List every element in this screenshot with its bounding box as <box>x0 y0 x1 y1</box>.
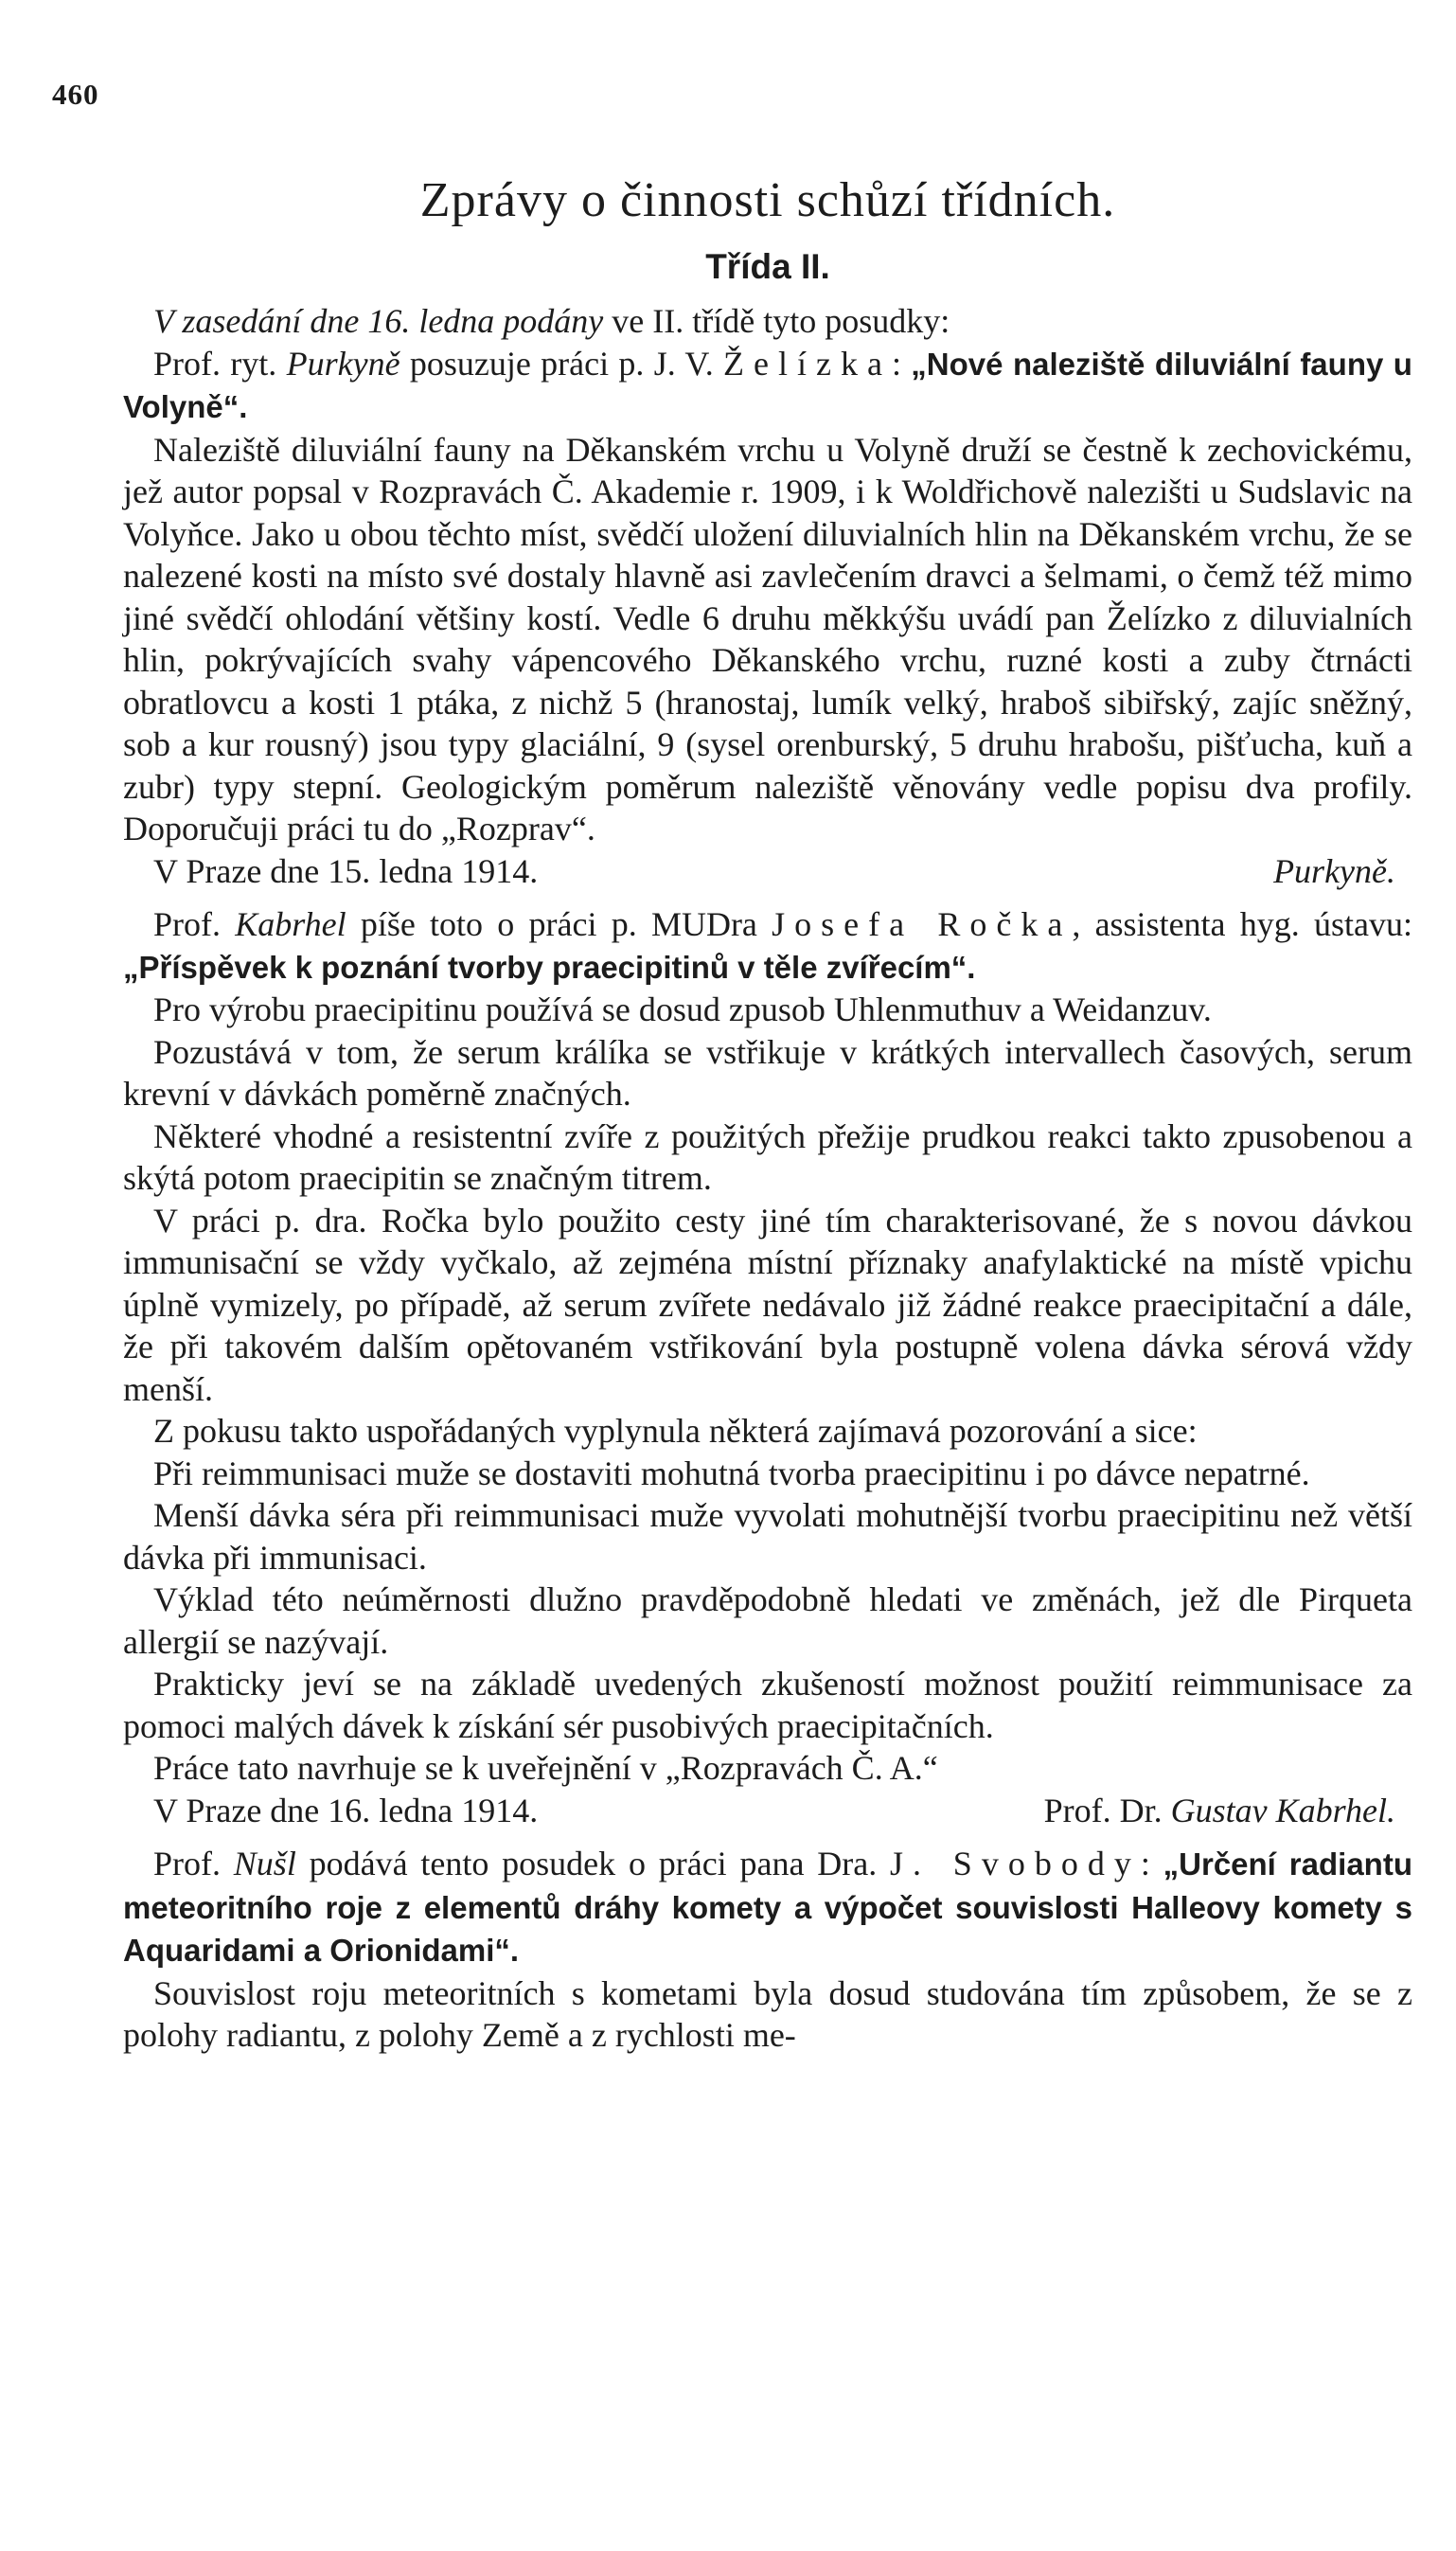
review2-signature-prefix: Prof. Dr. <box>1043 1791 1171 1829</box>
review1-mid: posuzuje práci p. J. V. <box>400 344 724 383</box>
review1-signature: Purkyně. <box>1273 851 1395 890</box>
review1-prefix: Prof. ryt. <box>153 344 287 383</box>
review3-work-title: „Určení radiantu meteoritního roje z elementů dráhy komety a výpočet souvislosti Halleovy komety s Aquaridami a Orionidami“. <box>123 1846 1412 1968</box>
review3-mid: podává tento posudek o práci pana Dra. <box>295 1845 890 1882</box>
review2-paragraph: Z pokusu takto uspořádaných vyplynula některá zajímavá pozorování a sice: <box>153 1412 1198 1450</box>
review1-place-date: V Praze dne 15. ledna 1914. <box>153 851 539 890</box>
review2-reviewer: Kabrhel <box>235 905 346 943</box>
review2-paragraph: Výklad této neúměrnosti dlužno pravděpodobně hledati ve změnách, jež dle Pirqueta allergií se nazývají. <box>123 1580 1412 1661</box>
review1-author: Želízka <box>723 344 892 383</box>
review2-signature <box>1044 1790 1395 1832</box>
review3-author: J. Svobody <box>890 1845 1141 1882</box>
intro-line <box>123 300 1412 343</box>
review2-signature-name: Gustav Kabrhel. <box>1170 1791 1395 1829</box>
review1-work-title: „Nové naleziště diluviální fauny u Volyně“. <box>123 346 1412 424</box>
review2-prefix: Prof. <box>153 905 236 943</box>
review1-colon: : <box>891 344 912 383</box>
review2-mid: píše toto o práci p. MUDra <box>346 905 772 943</box>
intro-lead: V zasedání dne 16. ledna podány <box>153 302 604 340</box>
page-content <box>123 66 1412 2057</box>
review2-paragraph: Při reimmunisaci muže se dostaviti mohutná tvorba praecipitinu i po dávce nepatrné. <box>153 1454 1310 1492</box>
page-number: 460 <box>52 78 99 111</box>
review1-heading <box>123 343 1412 429</box>
review2-paragraph: V práci p. dra. Ročka bylo použito cesty jiné tím charakterisované, že s novou dávkou immunisační se vždy vyčkalo, až zejména místní příznaky anafylaktické na místě vpichu úplně vymizely, po případě, až serum zvířete nedávalo již žádné reakce praecipitační a dále, že při takovém dalším opětovaném vstřikování byla postupně volena dávka sérová vždy menší. <box>123 1201 1412 1408</box>
review2-paragraph: Menší dávka séra při reimmunisaci muže vyvolati mohutnější tvorbu praecipitinu než větší dávka při immunisaci. <box>123 1496 1412 1577</box>
review3-body: Souvislost roju meteoritních s kometami byla dosud studována tím způsobem, že se z polohy radiantu, z polohy Země a z rychlosti me- <box>123 1973 1412 2054</box>
review3-reviewer: Nušl <box>233 1845 296 1882</box>
review3-prefix: Prof. <box>153 1845 234 1882</box>
page-title: Zprávy o činnosti schůzí třídních. <box>419 173 1116 227</box>
review2-paragraph: Některé vhodné a resistentní zvíře z použitých přežije prudkou reakci takto zpusobenou a skýtá potom praecipitin se značným titrem. <box>123 1116 1412 1197</box>
review2-paragraph: Pozustává v tom, že serum králíka se vstřikuje v krátkých intervallech časových, serum krevní v dávkách poměrně značných. <box>123 1032 1412 1113</box>
review1-signature-line <box>123 850 1412 893</box>
review3-colon: : <box>1140 1845 1150 1882</box>
review2-work-title: „Příspěvek k poznání tvorby praecipitinů v těle zvířecím“. <box>123 949 976 985</box>
intro-rest: ve II. třídě tyto posudky: <box>603 302 950 340</box>
review3-heading <box>123 1843 1412 1972</box>
review1-body: Naleziště diluviální fauny na Děkanském vrchu u Volyně druží se čestně k zechovickému, jež autor popsal v Rozpravách Č. Akademie r. 1909, i k Woldřichově nalezišti u Sudslavic na Volyňce. Jako u obou těchto míst, svědčí uložení diluvialních hlin na Děkanském vrchu, že se nalezené kosti na místo své dostaly hlavně asi zavlečením dravci a šelmami, o čemž též mimo jiné svědčí ohlodání většiny kostí. Vedle 6 druhu měkkýšu uvádí pan Želízko z diluvialních hlin, pokrývajících svahy vápencového Děkanského vrchu, ruzné kosti a zuby čtrnácti obratlovcu a kosti 1 ptáka, z nichž 5 (hranostaj, lumík velký, hraboš sibiřský, zajíc sněžný, sob a kur rousný) jsou typy glaciální, 9 (sysel orenburský, 5 druhu hrabošu, pišťucha, kuň a zubr) typy stepní. Geologickým poměrum naleziště věnovány vedle popisu dva profily. Doporučuji práci tu do „Rozprav“. <box>123 430 1412 847</box>
review2-signature-line <box>123 1790 1412 1832</box>
review2-paragraph: Pro výrobu praecipitinu používá se dosud zpusob Uhlenmuthuv a Weidanzuv. <box>153 990 1212 1028</box>
review2-place-date: V Praze dne 16. ledna 1914. <box>153 1791 539 1829</box>
review2-heading <box>123 903 1412 989</box>
review2-post-author: , assistenta hyg. ústavu: <box>1072 905 1412 943</box>
review2-author: Josefa Ročka <box>772 905 1073 943</box>
review2-paragraph: Prakticky jeví se na základě uvedených zkušeností možnost použití reimmunisace za pomoci malých dávek k získání sér pusobivých praecipitačních. <box>123 1665 1412 1745</box>
review1-reviewer: Purkyně <box>286 344 400 383</box>
review2-paragraph: Práce tato navrhuje se k uveřejnění v „Rozpravách Č. A.“ <box>153 1749 938 1787</box>
section-title: Třída II. <box>705 247 830 286</box>
